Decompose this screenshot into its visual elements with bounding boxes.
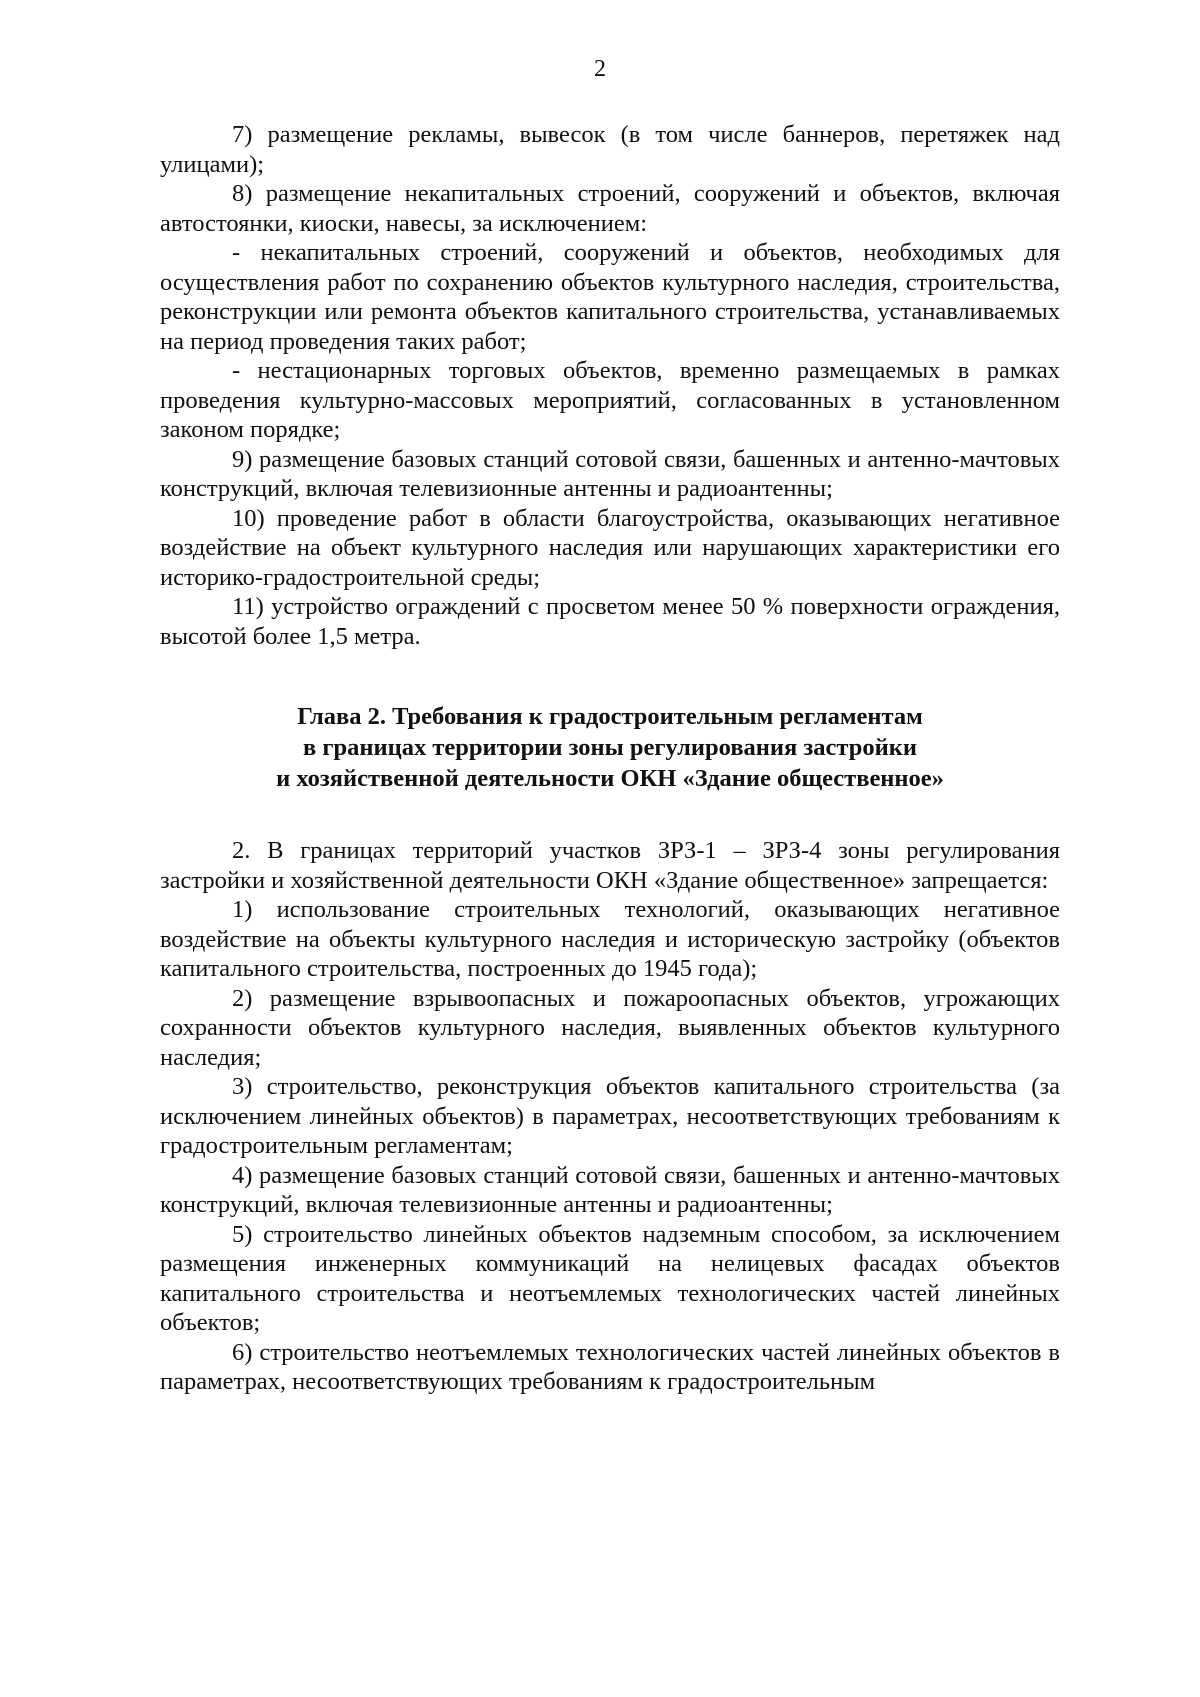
chapter-heading [160, 701, 1060, 794]
list-subitem-nonstationary: - нестационарных торговых объектов, временно размещаемых в рамках проведения культурно-массовых мероприятий, согласованных в установленном законом порядке; [160, 357, 1060, 443]
page-number: 2 [594, 56, 606, 82]
list-item-9: 9) размещение базовых станций сотовой связи, башенных и антенно-мачтовых конструкций, включая телевизионные антенны и радиоантенны; [160, 445, 1060, 502]
list-item-6: 6) строительство неотъемлемых технологических частей линейных объектов в параметрах, несоответствующих требованиям к градостроительным [160, 1338, 1060, 1395]
list-item-5: 5) строительство линейных объектов надземным способом, за исключением размещения инженерных коммуникаций на нелицевых фасадах объектов капитального строительства и неотъемлемых технологических частей линейных объектов; [160, 1220, 1060, 1336]
chapter-heading-line-1: Глава 2. Требования к градостроительным регламентам [297, 703, 923, 730]
section-intro-paragraph: 2. В границах территорий участков ЗРЗ-1 – ЗРЗ-4 зоны регулирования застройки и хозяйственной деятельности ОКН «Здание общественное» запрещается: [160, 837, 1060, 894]
chapter-heading-line-3: и хозяйственной деятельности ОКН «Здание общественное» [276, 765, 944, 792]
list-item-3: 3) строительство, реконструкция объектов капитального строительства (за исключением линейных объектов) в параметрах, несоответствующих требованиям к градостроительным регламентам; [160, 1073, 1060, 1159]
chapter-heading-line-2: в границах территории зоны регулирования застройки [303, 734, 917, 761]
list-item-7: 7) размещение рекламы, вывесок (в том числе баннеров, перетяжек над улицами); [160, 121, 1060, 178]
list-item-10: 10) проведение работ в области благоустройства, оказывающих негативное воздействие на объект культурного наследия или нарушающих характеристики его историко-градостроительной среды; [160, 504, 1060, 591]
document-body [160, 120, 1060, 1397]
list-subitem-nonpermanent: - некапитальных строений, сооружений и объектов, необходимых для осуществления работ по сохранению объектов культурного наследия, строительства, реконструкции или ремонта объектов капитального строительства, устанавливаемых на период проведения таких работ; [160, 239, 1060, 355]
list-item-8: 8) размещение некапитальных строений, сооружений и объектов, включая автостоянки, киоски, навесы, за исключением: [160, 180, 1060, 237]
list-item-11: 11) устройство ограждений с просветом менее 50 % поверхности ограждения, высотой более 1,5 метра. [160, 593, 1060, 650]
list-item-4: 4) размещение базовых станций сотовой связи, башенных и антенно-мачтовых конструкций, включая телевизионные антенны и радиоантенны; [160, 1161, 1060, 1218]
list-item-1: 1) использование строительных технологий, оказывающих негативное воздействие на объекты культурного наследия и историческую застройку (объектов капитального строительства, построенных до 1945 года); [160, 896, 1060, 982]
list-item-2: 2) размещение взрывоопасных и пожароопасных объектов, угрожающих сохранности объектов культурного наследия, выявленных объектов культурного наследия; [160, 984, 1060, 1071]
